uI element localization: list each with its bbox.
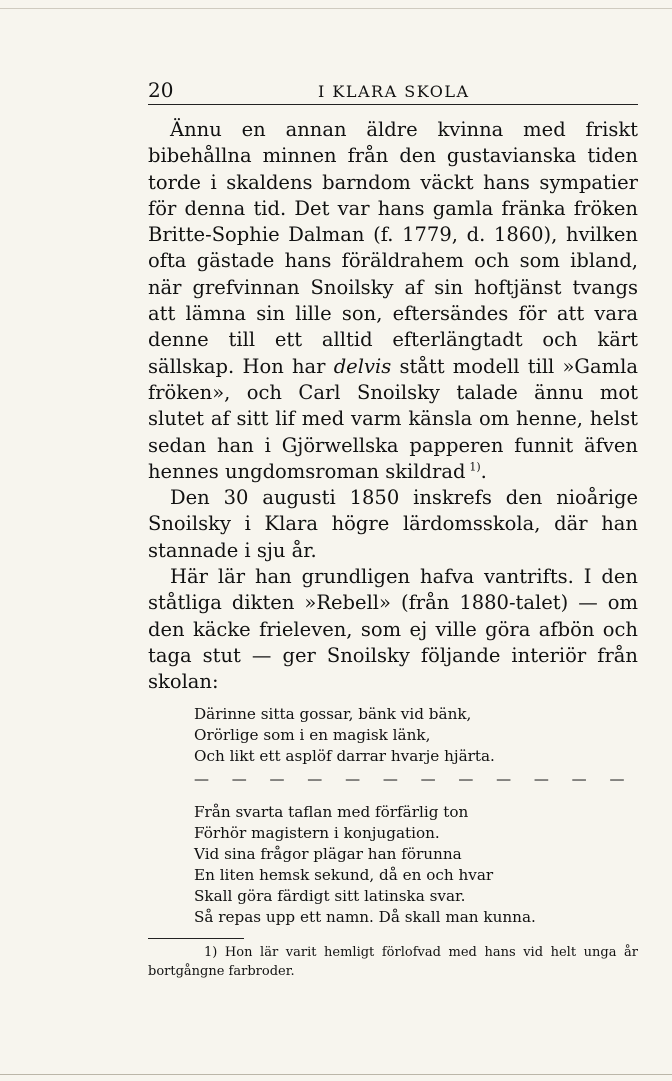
poem-line: Vid sina frågor plägar han förunna xyxy=(194,844,462,863)
poem-line: Förhör magistern i konjugation. xyxy=(194,823,440,842)
poem-line: Så repas upp ett namn. Då skall man kunna. xyxy=(194,907,536,926)
footnote xyxy=(148,943,638,981)
poem-quote xyxy=(194,704,638,928)
paragraph-3: Här lär han grundligen hafva vantrifts. I den ståtliga dikten »Rebell» (från 1880-talet) — om den käcke frieleven, som ej ville göra afbön och taga stut — ger Snoilsky följande interiör från skolan: xyxy=(148,565,638,694)
body-text xyxy=(148,117,638,696)
poem-line: Skall göra färdigt sitt latinska svar. xyxy=(194,886,466,905)
paragraph-1 xyxy=(148,117,638,485)
poem-line: Därinne sitta gossar, bänk vid bänk, xyxy=(194,704,472,723)
poem-line: Från svarta taflan med förfärlig ton xyxy=(194,802,469,821)
footnote-text: Hon lär varit hemligt förlofvad med hans vid helt unga år bortgångne farbroder. xyxy=(148,944,638,979)
paragraph-1-text: Ännu en annan äldre kvinna med friskt bibehållna minnen från den gustavianska tiden torde i skaldens barndom väckt hans sympatier för denna tid. Det var hans gamla fränka fröken Britte-Sophie Dalman (f. 1779, d. 1860), hvilken ofta gästade hans föräldrahem och som ibland, när grefvinnan Snoilsky af sin hoftjänst tvangs att lämna sin lille son, eftersändes för att vara denne till ett alltid efterlängtadt och kärt sällskap. Hon har xyxy=(148,118,638,378)
page-top-edge xyxy=(0,0,672,9)
emphasis-delvis: delvis xyxy=(333,354,392,378)
stanza-separator: — — — — — — — — — — — — xyxy=(194,769,634,788)
poem-line: En liten hemsk sekund, då en och hvar xyxy=(194,865,494,884)
book-page xyxy=(148,74,638,981)
footnote-marker: 1) xyxy=(204,944,218,960)
footnote-divider xyxy=(148,938,244,939)
paragraph-1-end: . xyxy=(480,459,487,483)
paragraph-2: Den 30 augusti 1850 inskrefs den nioårige Snoilsky i Klara högre lärdomsskola, där han stannade i sju år. xyxy=(148,486,638,562)
running-head: I KLARA SKOLA xyxy=(318,82,470,101)
page-bottom-edge xyxy=(0,1074,672,1075)
footnote-reference: 1) xyxy=(469,460,481,474)
poem-line: Och likt ett asplöf darrar hvarje hjärta. xyxy=(194,746,495,765)
page-header xyxy=(148,74,638,105)
paragraph-1-text-cont: stått modell till »Gamla fröken», och Carl Snoilsky talade ännu mot slutet af sitt lif med varm känsla om henne, helst sedan han i Gjörwellska papperen funnit äfven hennes ungdomsroman skildrad xyxy=(148,354,638,483)
poem-line: Orörlige som i en magisk länk, xyxy=(194,725,431,744)
page-number: 20 xyxy=(148,78,174,102)
